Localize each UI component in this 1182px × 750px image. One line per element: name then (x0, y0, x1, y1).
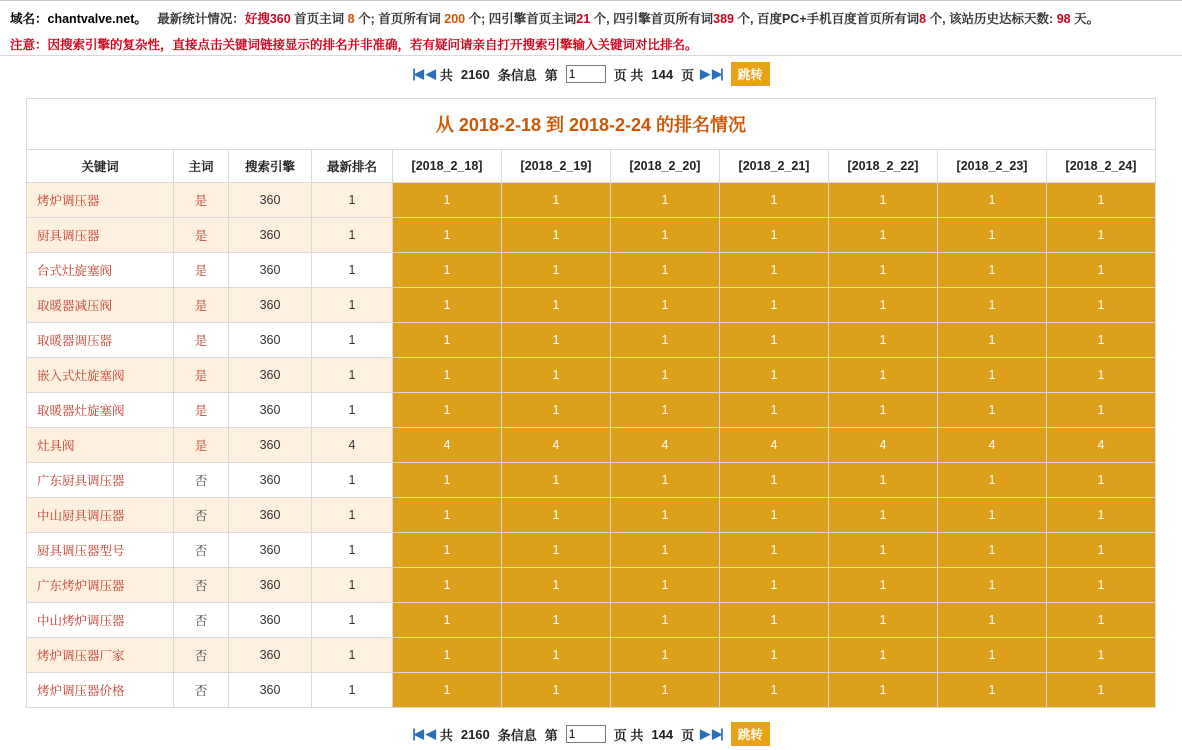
day-rank-cell: 1 (720, 323, 829, 358)
main-word-cell: 否 (174, 568, 229, 603)
day-rank-cell: 1 (720, 463, 829, 498)
latest-rank-cell: 1 (312, 253, 393, 288)
day-rank-cell: 1 (611, 498, 720, 533)
day-rank-cell: 1 (1047, 183, 1156, 218)
latest-rank-cell: 1 (312, 673, 393, 708)
day-rank-cell: 1 (1047, 358, 1156, 393)
day-rank-cell: 1 (393, 603, 502, 638)
total-count-top: 2160 (460, 66, 490, 82)
keyword-cell[interactable]: 取暖器调压器 (27, 323, 174, 358)
day-rank-cell: 1 (720, 288, 829, 323)
day-rank-cell: 1 (502, 568, 611, 603)
day-rank-cell: 1 (720, 498, 829, 533)
col-day-2: [2018_2_19] (502, 150, 611, 183)
day-rank-cell: 1 (829, 323, 938, 358)
four-engine-home-main-label: 四引擎首页主词 (488, 12, 577, 26)
keyword-cell[interactable]: 中山厨具调压器 (27, 498, 174, 533)
latest-rank-cell: 1 (312, 533, 393, 568)
table-caption: 从 2018-2-18 到 2018-2-24 的排名情况 (26, 98, 1156, 149)
latest-rank-cell: 1 (312, 463, 393, 498)
total-pages-bottom: 144 (651, 726, 674, 742)
day-rank-cell: 1 (1047, 673, 1156, 708)
day-rank-cell: 1 (829, 673, 938, 708)
table-row (27, 638, 1156, 673)
day-rank-cell: 1 (393, 253, 502, 288)
day-rank-cell: 1 (720, 218, 829, 253)
engine-cell: 360 (229, 253, 312, 288)
keyword-cell[interactable]: 广东烤炉调压器 (27, 568, 174, 603)
col-day-3: [2018_2_20] (611, 150, 720, 183)
main-word-cell: 是 (174, 183, 229, 218)
keyword-cell[interactable]: 烤炉调压器价格 (27, 673, 174, 708)
unit-ge-5: 个, (929, 12, 946, 26)
table-body (27, 183, 1156, 708)
history-days-label: 该站历史达标天数: (949, 12, 1054, 26)
day-rank-cell: 1 (720, 638, 829, 673)
day-rank-cell: 1 (611, 358, 720, 393)
page-number-input-top[interactable] (566, 65, 606, 83)
day-rank-cell: 1 (829, 498, 938, 533)
jump-button-bottom[interactable]: 跳转 (731, 722, 770, 746)
col-engine: 搜索引擎 (229, 150, 312, 183)
day-rank-cell: 1 (1047, 393, 1156, 428)
day-rank-cell: 1 (502, 288, 611, 323)
table-row (27, 393, 1156, 428)
four-engine-all-label: 四引擎首页所有词 (613, 12, 714, 26)
day-rank-cell: 1 (502, 183, 611, 218)
latest-rank-cell: 1 (312, 393, 393, 428)
page-of-top: 页 共 (613, 67, 644, 83)
total-prefix-bottom: 共 (439, 727, 453, 743)
latest-rank-cell: 1 (312, 358, 393, 393)
day-rank-cell: 1 (1047, 288, 1156, 323)
day-rank-cell: 1 (1047, 463, 1156, 498)
day-rank-cell: 1 (611, 393, 720, 428)
day-rank-cell: 1 (611, 253, 720, 288)
total-suffix-bottom: 条信息 (497, 727, 537, 743)
day-rank-cell: 1 (502, 498, 611, 533)
unit-tian: 天。 (1074, 12, 1100, 26)
day-rank-cell: 1 (938, 183, 1047, 218)
day-rank-cell: 1 (502, 323, 611, 358)
day-rank-cell: 4 (393, 428, 502, 463)
main-word-cell: 是 (174, 288, 229, 323)
day-rank-cell: 1 (393, 638, 502, 673)
main-word-cell: 是 (174, 393, 229, 428)
day-rank-cell: 1 (1047, 603, 1156, 638)
day-rank-cell: 1 (938, 393, 1047, 428)
day-rank-cell: 1 (938, 288, 1047, 323)
day-rank-cell: 1 (829, 638, 938, 673)
day-rank-cell: 1 (502, 673, 611, 708)
day-rank-cell: 1 (611, 603, 720, 638)
latest-rank-cell: 1 (312, 183, 393, 218)
stats-prefix: 最新统计情况： (157, 12, 245, 26)
jump-button-top[interactable]: 跳转 (731, 62, 770, 86)
col-day-4: [2018_2_21] (720, 150, 829, 183)
day-rank-cell: 1 (611, 183, 720, 218)
day-rank-cell: 1 (611, 463, 720, 498)
day-rank-cell: 1 (1047, 218, 1156, 253)
page-label-top: 第 (544, 67, 558, 83)
prev-page-icon[interactable]: ◀ (425, 66, 434, 81)
day-rank-cell: 1 (393, 183, 502, 218)
engine-cell: 360 (229, 498, 312, 533)
engine-cell: 360 (229, 638, 312, 673)
engine-cell: 360 (229, 463, 312, 498)
four-engine-all-count: 389 (713, 12, 734, 26)
engine-cell: 360 (229, 288, 312, 323)
engine-cell: 360 (229, 603, 312, 638)
col-day-7: [2018_2_24] (1047, 150, 1156, 183)
domain-name: chantvalve.net (47, 12, 135, 26)
engine-cell: 360 (229, 673, 312, 708)
history-days-count: 98 (1056, 12, 1071, 26)
day-rank-cell: 1 (720, 253, 829, 288)
table-header-row (27, 150, 1156, 183)
day-rank-cell: 1 (393, 323, 502, 358)
first-page-icon[interactable]: |◀ (412, 66, 422, 81)
col-day-6: [2018_2_23] (938, 150, 1047, 183)
day-rank-cell: 1 (938, 463, 1047, 498)
unit-ge-1: 个; (358, 12, 375, 26)
home-all-word-count: 200 (444, 12, 466, 26)
day-rank-cell: 1 (393, 218, 502, 253)
day-rank-cell: 1 (611, 568, 720, 603)
day-rank-cell: 1 (829, 533, 938, 568)
page-unit-bottom: 页 (681, 727, 695, 743)
first-page-icon[interactable]: |◀ (412, 726, 422, 741)
page-number-input-bottom[interactable] (566, 725, 606, 743)
day-rank-cell: 1 (829, 568, 938, 603)
keyword-cell[interactable]: 烤炉调压器厂家 (27, 638, 174, 673)
keyword-cell[interactable]: 嵌入式灶旋塞阀 (27, 358, 174, 393)
keyword-cell[interactable]: 广东厨具调压器 (27, 463, 174, 498)
main-word-cell: 否 (174, 673, 229, 708)
day-rank-cell: 1 (611, 673, 720, 708)
col-day-1: [2018_2_18] (393, 150, 502, 183)
rank-table-wrapper (26, 98, 1156, 708)
unit-ge-3: 个, (593, 12, 610, 26)
day-rank-cell: 1 (1047, 568, 1156, 603)
total-count-bottom: 2160 (460, 726, 490, 742)
day-rank-cell: 1 (611, 218, 720, 253)
keyword-cell[interactable]: 厨具调压器型号 (27, 533, 174, 568)
keyword-cell[interactable]: 灶具阀 (27, 428, 174, 463)
day-rank-cell: 1 (720, 393, 829, 428)
day-rank-cell: 1 (829, 288, 938, 323)
last-page-icon[interactable]: ▶| (712, 66, 722, 81)
day-rank-cell: 1 (829, 253, 938, 288)
day-rank-cell: 4 (1047, 428, 1156, 463)
col-day-5: [2018_2_22] (829, 150, 938, 183)
page-of-bottom: 页 共 (613, 727, 644, 743)
latest-rank-cell: 1 (312, 323, 393, 358)
day-rank-cell: 1 (502, 218, 611, 253)
day-rank-cell: 1 (720, 533, 829, 568)
day-rank-cell: 1 (938, 603, 1047, 638)
day-rank-cell: 1 (938, 323, 1047, 358)
engine-cell: 360 (229, 393, 312, 428)
engine-cell: 360 (229, 568, 312, 603)
unit-ge-4: 个, (737, 12, 754, 26)
day-rank-cell: 4 (502, 428, 611, 463)
domain-label: 域名： (10, 12, 48, 26)
rank-table (26, 98, 1156, 708)
main-word-cell: 是 (174, 428, 229, 463)
day-rank-cell: 4 (611, 428, 720, 463)
table-head (27, 150, 1156, 183)
keyword-cell[interactable]: 烤炉调压器 (27, 183, 174, 218)
day-rank-cell: 1 (611, 533, 720, 568)
day-rank-cell: 1 (393, 393, 502, 428)
day-rank-cell: 1 (938, 568, 1047, 603)
day-rank-cell: 1 (393, 288, 502, 323)
latest-rank-cell: 1 (312, 568, 393, 603)
pager-bottom (0, 708, 1182, 750)
table-row (27, 568, 1156, 603)
keyword-cell[interactable]: 取暖器减压阀 (27, 288, 174, 323)
latest-rank-cell: 1 (312, 218, 393, 253)
day-rank-cell: 1 (938, 218, 1047, 253)
table-row (27, 358, 1156, 393)
domain-suffix: 。 (134, 12, 147, 26)
keyword-cell[interactable]: 中山烤炉调压器 (27, 603, 174, 638)
four-engine-home-main-count: 21 (576, 12, 591, 26)
main-word-cell: 否 (174, 603, 229, 638)
day-rank-cell: 1 (829, 218, 938, 253)
engine-cell: 360 (229, 218, 312, 253)
day-rank-cell: 1 (829, 603, 938, 638)
home-all-word-label: 首页所有词 (378, 12, 441, 26)
latest-rank-cell: 1 (312, 638, 393, 673)
table-row (27, 533, 1156, 568)
next-page-icon[interactable]: ▶ (700, 726, 709, 741)
main-word-cell: 是 (174, 323, 229, 358)
day-rank-cell: 1 (938, 358, 1047, 393)
day-rank-cell: 1 (938, 673, 1047, 708)
engine-cell: 360 (229, 358, 312, 393)
day-rank-cell: 4 (720, 428, 829, 463)
total-suffix-top: 条信息 (497, 67, 537, 83)
keyword-cell[interactable]: 取暖器灶旋塞阀 (27, 393, 174, 428)
day-rank-cell: 1 (1047, 253, 1156, 288)
baidu-pc-mobile-label: 百度PC+手机百度首页所有词 (756, 12, 920, 26)
day-rank-cell: 1 (829, 183, 938, 218)
col-latest-rank: 最新排名 (312, 150, 393, 183)
day-rank-cell: 1 (393, 498, 502, 533)
table-row (27, 603, 1156, 638)
table-row (27, 288, 1156, 323)
total-prefix-top: 共 (439, 67, 453, 83)
notice-line: 注意：因搜索引擎的复杂性，直接点击关键词链接显示的排名并非准确，若有疑问请亲自打开搜索引擎输入关键词对比排名。 (10, 38, 698, 52)
home-main-word-label: 首页主词 (294, 12, 345, 26)
day-rank-cell: 1 (393, 533, 502, 568)
table-row (27, 428, 1156, 463)
engine-cell: 360 (229, 428, 312, 463)
day-rank-cell: 1 (938, 498, 1047, 533)
latest-rank-cell: 1 (312, 498, 393, 533)
table-row (27, 673, 1156, 708)
table-row (27, 253, 1156, 288)
table-row (27, 463, 1156, 498)
day-rank-cell: 1 (720, 603, 829, 638)
main-word-cell: 是 (174, 253, 229, 288)
home-main-word-count: 8 (347, 12, 355, 26)
day-rank-cell: 1 (393, 673, 502, 708)
main-word-cell: 否 (174, 533, 229, 568)
day-rank-cell: 1 (938, 253, 1047, 288)
day-rank-cell: 1 (938, 533, 1047, 568)
table-row (27, 183, 1156, 218)
main-word-cell: 否 (174, 638, 229, 673)
table-row (27, 323, 1156, 358)
prev-page-icon[interactable]: ◀ (425, 726, 434, 741)
latest-rank-cell: 1 (312, 603, 393, 638)
engine-cell: 360 (229, 183, 312, 218)
day-rank-cell: 1 (502, 393, 611, 428)
next-page-icon[interactable]: ▶ (700, 66, 709, 81)
last-page-icon[interactable]: ▶| (712, 726, 722, 741)
day-rank-cell: 1 (829, 393, 938, 428)
day-rank-cell: 4 (829, 428, 938, 463)
main-word-cell: 否 (174, 463, 229, 498)
latest-rank-cell: 1 (312, 288, 393, 323)
table-row (27, 498, 1156, 533)
day-rank-cell: 1 (720, 673, 829, 708)
day-rank-cell: 1 (1047, 638, 1156, 673)
day-rank-cell: 1 (393, 463, 502, 498)
day-rank-cell: 1 (611, 638, 720, 673)
col-keyword: 关键词 (27, 150, 174, 183)
day-rank-cell: 1 (1047, 533, 1156, 568)
table-row (27, 218, 1156, 253)
page-label-bottom: 第 (544, 727, 558, 743)
day-rank-cell: 1 (502, 533, 611, 568)
stats-line (0, 1, 1182, 31)
day-rank-cell: 1 (1047, 323, 1156, 358)
day-rank-cell: 1 (829, 358, 938, 393)
latest-rank-cell: 4 (312, 428, 393, 463)
keyword-cell[interactable]: 台式灶旋塞阀 (27, 253, 174, 288)
page-unit-top: 页 (681, 67, 695, 83)
total-pages-top: 144 (651, 66, 674, 82)
engine-cell: 360 (229, 533, 312, 568)
pager-top (0, 56, 1182, 90)
day-rank-cell: 1 (829, 463, 938, 498)
day-rank-cell: 1 (1047, 498, 1156, 533)
day-rank-cell: 1 (393, 568, 502, 603)
day-rank-cell: 1 (611, 288, 720, 323)
unit-ge-2: 个; (468, 12, 486, 26)
day-rank-cell: 4 (938, 428, 1047, 463)
day-rank-cell: 1 (502, 638, 611, 673)
day-rank-cell: 1 (393, 358, 502, 393)
day-rank-cell: 1 (720, 183, 829, 218)
engine-name: 好搜360 (244, 12, 291, 26)
main-word-cell: 是 (174, 358, 229, 393)
col-main-word: 主词 (174, 150, 229, 183)
engine-cell: 360 (229, 323, 312, 358)
keyword-cell[interactable]: 厨具调压器 (27, 218, 174, 253)
day-rank-cell: 1 (502, 463, 611, 498)
top-info-bar (0, 0, 1182, 56)
main-word-cell: 是 (174, 218, 229, 253)
main-word-cell: 否 (174, 498, 229, 533)
day-rank-cell: 1 (611, 323, 720, 358)
day-rank-cell: 1 (502, 253, 611, 288)
day-rank-cell: 1 (502, 358, 611, 393)
day-rank-cell: 1 (938, 638, 1047, 673)
baidu-pc-mobile-count: 8 (919, 12, 927, 26)
day-rank-cell: 1 (720, 358, 829, 393)
day-rank-cell: 1 (720, 568, 829, 603)
day-rank-cell: 1 (502, 603, 611, 638)
